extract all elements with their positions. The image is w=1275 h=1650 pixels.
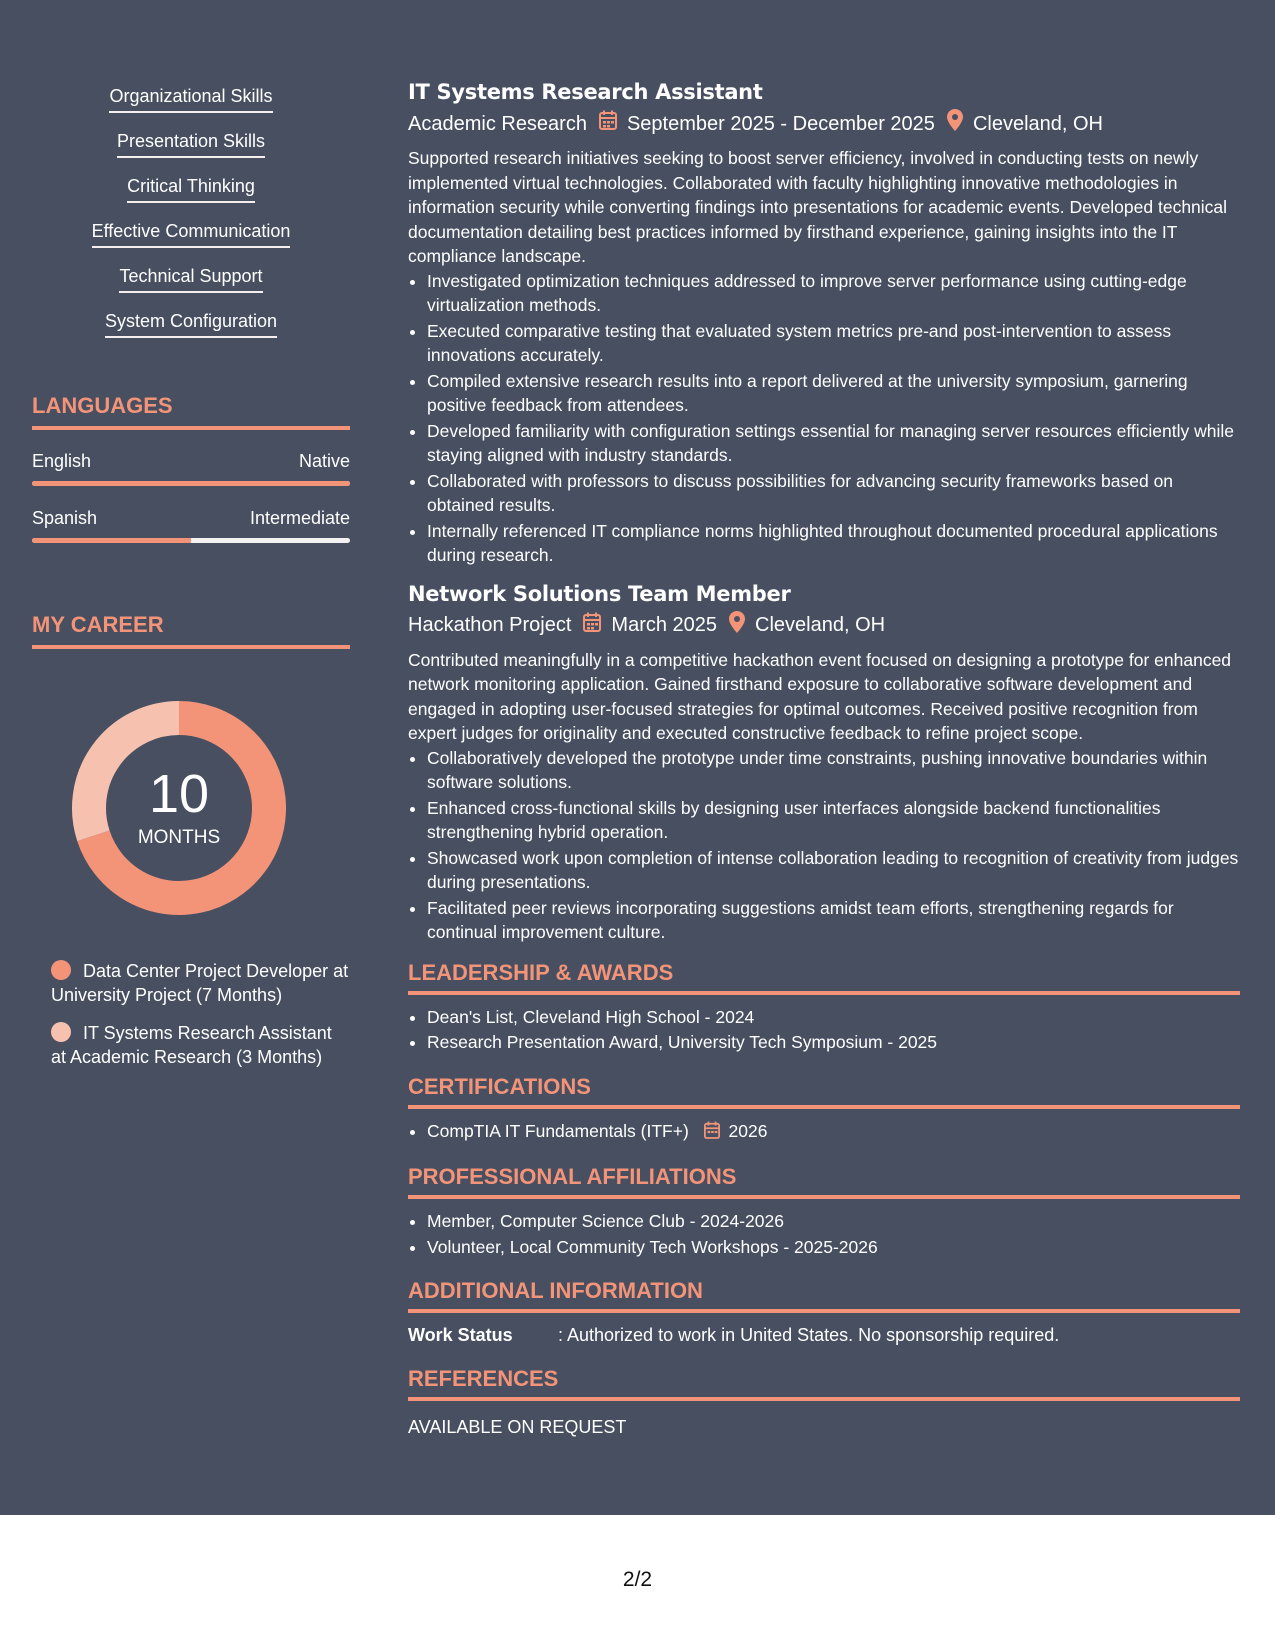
certifications-section: [408, 1073, 1240, 1146]
job-meta: [408, 611, 1240, 640]
legend-item: [51, 959, 350, 1007]
language-name: Spanish: [32, 508, 98, 528]
job-entry: [408, 78, 1240, 568]
affiliation-item: • Member, Computer Science Club - 2024-2026: [427, 1209, 1240, 1234]
certifications-heading: CERTIFICATIONS: [408, 1073, 1240, 1109]
leadership-heading: LEADERSHIP & AWARDS: [408, 959, 1240, 995]
legend-dot: [51, 1022, 71, 1042]
job-bullet: • Collaborated with professors to discuss possibilities for advancing security frameworks based on obtained results.: [427, 469, 1240, 518]
certification-name: CompTIA IT Fundamentals (ITF+): [427, 1120, 689, 1141]
job-bullet: • Executed comparative testing that evaluated system metrics pre-and post-intervention to assess innovations accurately.: [427, 319, 1240, 368]
location-pin-icon: [729, 611, 745, 640]
references-text: AVAILABLE ON REQUEST: [408, 1417, 627, 1437]
calendar-icon: [583, 612, 601, 639]
career-donut-chart: [64, 693, 294, 923]
main-content: [408, 78, 1240, 1439]
affiliations-heading: PROFESSIONAL AFFILIATIONS: [408, 1163, 1240, 1199]
skill-item: System Configuration: [105, 309, 277, 338]
certification-year: 2026: [728, 1120, 768, 1141]
skill-item: Presentation Skills: [117, 129, 265, 158]
job-title: IT Systems Research Assistant: [408, 80, 763, 104]
legend-item: [51, 1021, 350, 1069]
job-bullet: • Enhanced cross-functional skills by designing user interfaces alongside backend functionalities strengthening hybrid operation.: [427, 796, 1240, 845]
job-bullet: • Collaboratively developed the prototype under time constraints, pushing innovative boundaries within software solutions.: [427, 746, 1240, 795]
language-proficiency-bar: [32, 538, 350, 543]
job-description: Contributed meaningfully in a competitive hackathon event focused on designing a prototype for enhanced network monitoring application. Gained firsthand exposure to collaborative software development and engaged in adopting user-focused strategies for optimal outcomes. Received positive recognition from expert judges for originality and executed constructive feedback to refine project scope.: [408, 649, 1232, 743]
language-item: [32, 450, 350, 486]
job-bullet: • Internally referenced IT compliance norms highlighted throughout documented procedural applications during research.: [427, 519, 1240, 568]
language-name: English: [32, 451, 92, 471]
career-section: [32, 611, 350, 1069]
work-status-label: Work Status: [408, 1325, 513, 1345]
job-title: Network Solutions Team Member: [408, 581, 791, 606]
languages-section: [32, 392, 350, 543]
job-bullet: • Facilitated peer reviews incorporating suggestions amidst team efforts, strengthening regards for continual improvement culture.: [427, 896, 1240, 945]
additional-info-section: [408, 1277, 1240, 1347]
job-bullet: • Investigated optimization techniques addressed to improve server performance using cutting-edge virtualization methods.: [427, 269, 1240, 318]
award-item: • Dean's List, Cleveland High School - 2024: [427, 1005, 1240, 1030]
job-bullets: [408, 269, 1240, 568]
language-level: Intermediate: [249, 508, 350, 528]
work-status-value: : Authorized to work in United States. No sponsorship required.: [558, 1325, 1060, 1345]
language-item: [32, 507, 350, 543]
legend-label: IT Systems Research Assistant at Academic Research (3 Months): [51, 1023, 332, 1067]
language-level: Native: [298, 451, 350, 471]
donut-total-unit: MONTHS: [137, 827, 221, 848]
job-location: Cleveland, OH: [972, 112, 1103, 135]
job-bullet: • Compiled extensive research results into a report delivered at the university symposium, garnering positive feedback from attendees.: [427, 369, 1240, 418]
languages-heading: LANGUAGES: [32, 392, 350, 430]
page-number: 2/2: [622, 1568, 653, 1591]
additional-info-heading: ADDITIONAL INFORMATION: [408, 1277, 1240, 1313]
skills-list: [32, 84, 350, 354]
career-heading: MY CAREER: [32, 611, 350, 649]
skill-item: Technical Support: [119, 264, 262, 293]
job-location: Cleveland, OH: [755, 614, 886, 636]
language-proficiency-fill: [32, 481, 350, 486]
calendar-icon: [599, 110, 617, 137]
skill-item: Critical Thinking: [127, 174, 255, 203]
leadership-section: [408, 959, 1240, 1055]
skill-item: Effective Communication: [92, 219, 291, 248]
job-bullet: • Showcased work upon completion of intense collaboration leading to recognition of creativity from judges during presentations.: [427, 846, 1240, 895]
job-description: Supported research initiatives seeking to boost server efficiency, involved in conducting tests on newly implemented virtual technologies. Collaborated with faculty highlighting innovative methodologies in information security while converting findings into presentations for academic events. Developed technical documentation detailing best practices informed by firsthand experience, gaining insights into the IT compliance landscape.: [408, 148, 1228, 266]
award-item: • Research Presentation Award, University Tech Symposium - 2025: [427, 1030, 1240, 1055]
location-pin-icon: [947, 109, 963, 138]
job-bullets: [408, 746, 1240, 945]
affiliations-section: [408, 1163, 1240, 1259]
affiliation-item: • Volunteer, Local Community Tech Workshops - 2025-2026: [427, 1235, 1240, 1260]
job-bullet: • Developed familiarity with configuration settings essential for managing server resources efficiently while staying aligned with industry standards.: [427, 419, 1240, 468]
language-proficiency-fill: [32, 538, 191, 543]
calendar-icon: [704, 1121, 720, 1146]
career-legend: [32, 959, 350, 1069]
sidebar: [32, 0, 350, 1515]
donut-total-value: 10: [148, 764, 210, 824]
legend-label: Data Center Project Developer at University Project (7 Months): [51, 961, 349, 1005]
certification-item: [427, 1119, 1240, 1146]
job-company: Academic Research: [408, 112, 587, 135]
references-section: [408, 1365, 1240, 1439]
legend-dot: [51, 960, 71, 980]
job-dates: September 2025 - December 2025: [626, 112, 935, 135]
language-proficiency-bar: [32, 481, 350, 486]
job-company: Hackathon Project: [408, 614, 572, 636]
job-dates: March 2025: [611, 614, 718, 636]
job-meta: [408, 109, 1240, 138]
references-heading: REFERENCES: [408, 1365, 1240, 1401]
skill-item: Organizational Skills: [109, 84, 272, 113]
job-entry: [408, 580, 1240, 945]
